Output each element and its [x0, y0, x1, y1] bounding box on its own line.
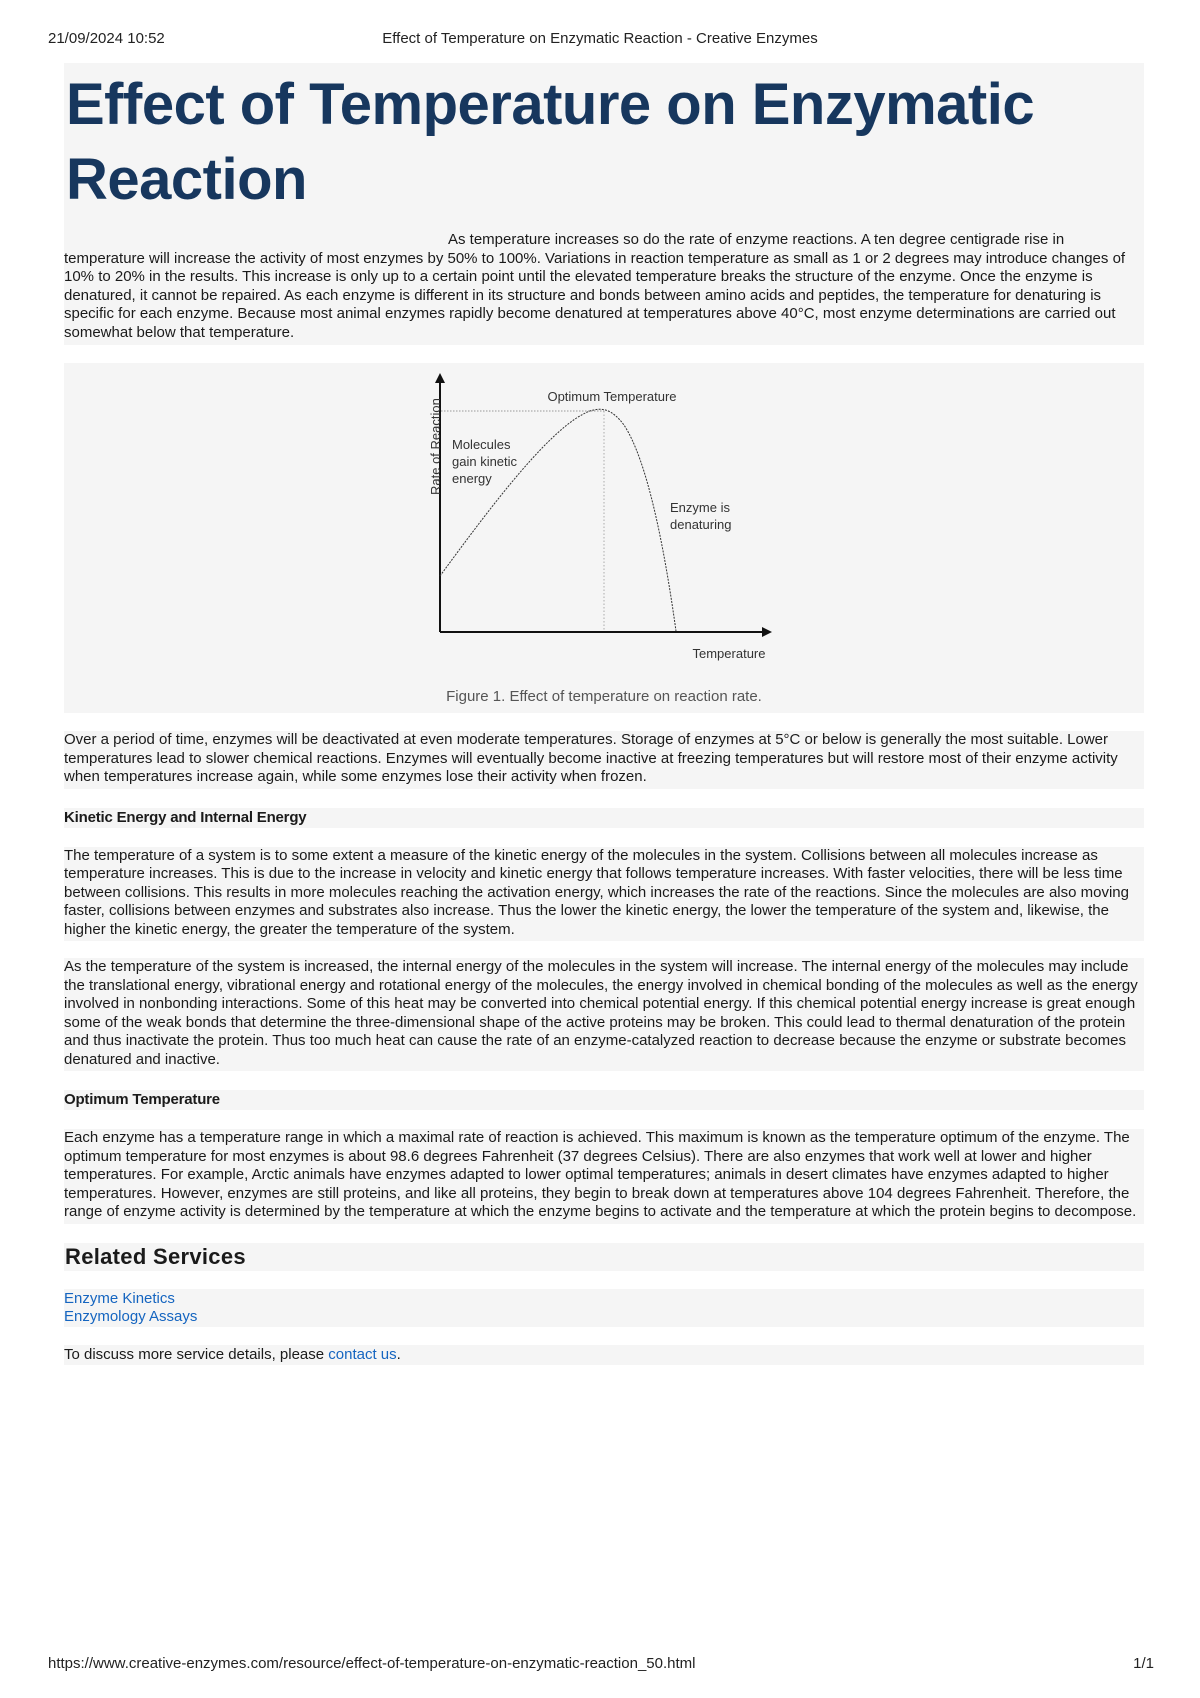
optimum-label: Optimum Temperature: [547, 389, 677, 404]
temperature-rate-chart: [402, 365, 802, 680]
print-document-title: Effect of Temperature on Enzymatic Reaction - Creative Enzymes: [382, 30, 818, 47]
print-header: [0, 30, 1200, 52]
x-axis-label: Temperature: [692, 646, 766, 661]
print-page-number: 1/1: [1133, 1655, 1154, 1672]
storage-paragraph: Over a period of time, enzymes will be deactivated at even moderate temperatures. Storage of enzymes at 5°C or below is generally the most suitable. Lower temperatures lead to slower chemical reactions. Enzymes will eventually become inactive at freezing temperatures but will restore most of their enzyme activity when temperatures increase again, while some enzymes lose their activity when frozen.: [64, 731, 1118, 785]
rise-label-line: gain kinetic: [452, 454, 518, 469]
rise-label-line: energy: [452, 471, 492, 486]
figure-block: [64, 363, 1144, 713]
contact-line: [64, 1345, 1144, 1365]
fall-label-line: denaturing: [670, 517, 732, 532]
print-datetime: 21/09/2024 10:52: [48, 30, 165, 47]
article-content: [64, 63, 1144, 1365]
page-title: Effect of Temperature on Enzymatic Reaction: [66, 72, 1035, 212]
optimum-paragraph: Each enzyme has a temperature range in which a maximal rate of reaction is achieved. This maximum is known as the temperature optimum of the enzyme. The optimum temperature for most enzymes is about 98.6 degrees Fahrenheit (37 degrees Celsius). There are also enzymes that work well at lower and higher temperatures. For example, Arctic animals have enzymes adapted to lower optimal temperatures; animals in desert climates have enzymes adapted to higher temperatures. However, enzymes are still proteins, and like all proteins, they begin to break down at temperatures above 104 degrees Fahrenheit. Therefore, the range of enzyme activity is determined by the temperature at which the enzyme begins to activate and the temperature at which the protein begins to decompose.: [64, 1129, 1137, 1220]
rise-label-line: Molecules: [452, 437, 511, 452]
section-heading-kinetic: Kinetic Energy and Internal Energy: [64, 808, 307, 826]
print-footer: [0, 1655, 1200, 1677]
intro-paragraph: As temperature increases so do the rate of enzyme reactions. A ten degree centigrade rise in temperature will increase the activity of most enzymes by 50% to 100%. Variations in reaction temperature as small as 1 or 2 degrees may introduce changes of 10% to 20% in the results. This increase is only up to a certain point until the elevated temperature breaks the structure of the enzyme. Once the enzyme is denatured, it cannot be repaired. As each enzyme is different in its structure and bonds between amino acids and peptides, the temperature for denaturing is specific for each enzyme. Because most animal enzymes rapidly become denatured at temperatures above 40°C, most enzyme determinations are carried out somewhat below that temperature.: [64, 231, 1126, 341]
fall-label-line: Enzyme is: [670, 500, 730, 515]
contact-us-link[interactable]: contact us: [328, 1345, 397, 1363]
y-axis-label: Rate of Reaction: [428, 398, 443, 495]
related-services-heading: Related Services: [65, 1243, 246, 1269]
link-enzymology-assays[interactable]: Enzymology Assays: [64, 1307, 198, 1325]
title-block: [64, 63, 1144, 345]
related-services-links: [64, 1289, 1144, 1327]
link-enzyme-kinetics[interactable]: Enzyme Kinetics: [64, 1289, 175, 1307]
print-page-url: https://www.creative-enzymes.com/resource/effect-of-temperature-on-enzymatic-reaction_50.html: [48, 1655, 696, 1672]
kinetic-paragraph-1: The temperature of a system is to some extent a measure of the kinetic energy of the molecules in the system. Collisions between all molecules increase as temperature increases. This is due to the increase in velocity and kinetic energy that follows temperature increases. With faster velocities, there will be less time between collisions. This results in more molecules reaching the activation energy, which increases the rate of the reactions. Since the molecules are also moving faster, collisions between enzymes and substrates also increase. Thus the lower the kinetic energy, the lower the temperature of the system and, likewise, the higher the kinetic energy, the greater the temperature of the system.: [64, 846, 1129, 938]
kinetic-paragraph-2: As the temperature of the system is increased, the internal energy of the molecules in the system will increase. The internal energy of the molecules may include the translational energy, vibrational energy and rotational energy of the molecules, the energy involved in chemical bonding of the molecules as well as the energy involved in nonbonding interactions. Some of this heat may be converted into chemical potential energy. If this chemical potential energy increase is great enough some of the weak bonds that determine the three-dimensional shape of the active proteins may be broken. This could lead to thermal denaturation of the protein and thus inactivate the protein. Thus too much heat can cause the rate of an enzyme-catalyzed reaction to decrease because the enzyme or substrate becomes denatured and inactive.: [64, 958, 1138, 1068]
contact-suffix: .: [396, 1345, 401, 1363]
figure-caption: Figure 1. Effect of temperature on reaction rate.: [446, 688, 762, 705]
contact-prefix: To discuss more service details, please: [64, 1345, 329, 1363]
section-heading-optimum: Optimum Temperature: [64, 1091, 220, 1108]
